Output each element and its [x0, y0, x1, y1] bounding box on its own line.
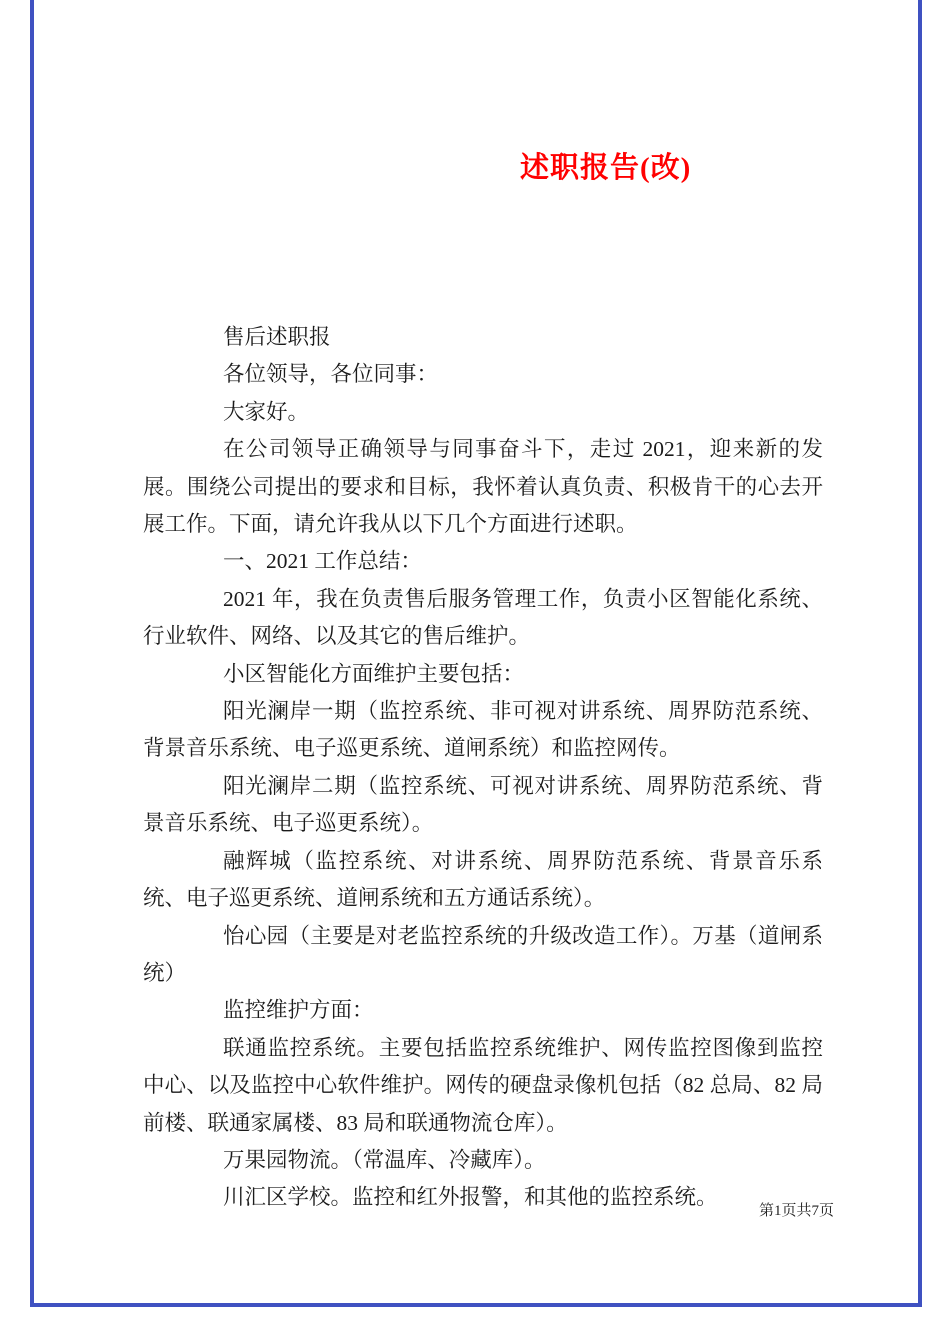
paragraph: 2021 年，我在负责售后服务管理工作，负责小区智能化系统、行业软件、网络、以及其它的售后维护。: [143, 586, 823, 649]
document-body: [143, 319, 823, 1217]
paragraph: 大家好。: [223, 399, 310, 424]
paragraph: 融辉城（监控系统、对讲系统、周界防范系统、背景音乐系统、电子巡更系统、道闸系统和五方通话系统）。: [143, 848, 823, 911]
paragraph: 阳光澜岸一期（监控系统、非可视对讲系统、周界防范系统、背景音乐系统、电子巡更系统、道闸系统）和监控网传。: [143, 699, 823, 761]
paragraph: 小区智能化方面维护主要包括：: [223, 661, 525, 686]
paragraph: 在公司领导正确领导与同事奋斗下，走过 2021，迎来新的发展。围绕公司提出的要求和目标，我怀着认真负责、积极肯干的心去开展工作。下面，请允许我从以下几个方面进行述职。: [143, 437, 823, 537]
paragraph: 一、2021 工作总结：: [223, 549, 422, 574]
paragraph: 售后述职报: [223, 325, 331, 349]
paragraph: 怡心园（主要是对老监控系统的升级改造工作）。万基（道闸系统）: [143, 923, 823, 985]
paragraph: 联通监控系统。主要包括监控系统维护、网传监控图像到监控中心、以及监控中心软件维护。网传的硬盘录像机包括（82 总局、82 局前楼、联通家属楼、83 局和联通物流仓库）。: [143, 1035, 823, 1135]
paragraph: 川汇区学校。监控和红外报警，和其他的监控系统。: [223, 1185, 718, 1210]
document-title: 述职报告(改): [520, 152, 692, 185]
page-number-indicator: 第1页共7页: [758, 1203, 834, 1219]
paragraph: 各位领导，各位同事：: [223, 362, 439, 387]
paragraph: 万果园物流。（常温库、冷藏库）。: [223, 1147, 546, 1172]
paragraph: 阳光澜岸二期（监控系统、可视对讲系统、周界防范系统、背景音乐系统、电子巡更系统）。: [143, 773, 823, 836]
paragraph: 监控维护方面：: [223, 998, 374, 1023]
